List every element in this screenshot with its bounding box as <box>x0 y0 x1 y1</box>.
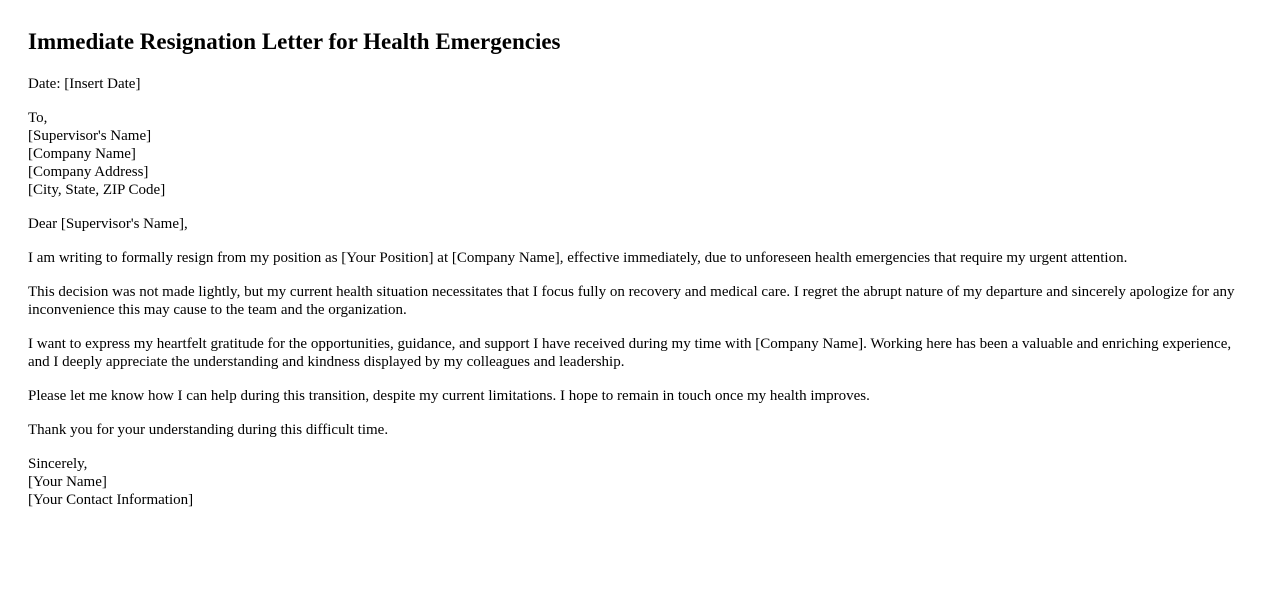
page-title: Immediate Resignation Letter for Health Emergencies <box>28 29 561 54</box>
closing-signoff: Sincerely, <box>28 456 88 472</box>
paragraph-transition: Please let me know how I can help during this transition, despite my current limitations. I hope to remain in touch once my health improves. <box>28 388 870 404</box>
recipient-address-line: [Company Address] <box>28 164 149 180</box>
paragraph-thanks: Thank you for your understanding during this difficult time. <box>28 422 389 438</box>
recipient-supervisor: [Supervisor's Name] <box>28 128 152 144</box>
letter-body <box>28 75 1250 525</box>
recipient-to: To, <box>28 110 48 126</box>
closing-name: [Your Name] <box>28 474 107 490</box>
recipient-address <box>28 109 1250 199</box>
paragraph-decision: This decision was not made lightly, but my current health situation necessitates that I focus fully on recovery and medical care. I regret the abrupt nature of my departure and sincerely apologize for any inconvenience this may cause to the team and the organization. <box>28 284 1235 318</box>
paragraph-resignation: I am writing to formally resign from my position as [Your Position] at [Company Name], effective immediately, due to unforeseen health emergencies that require my urgent attention. <box>28 250 1128 266</box>
closing-contact: [Your Contact Information] <box>28 492 194 508</box>
paragraph-gratitude: I want to express my heartfelt gratitude for the opportunities, guidance, and support I have received during my time with [Company Name]. Working here has been a valuable and enriching experience, and I deeply appreciate the understanding and kindness displayed by my colleagues and leadership. <box>28 336 1232 370</box>
recipient-city: [City, State, ZIP Code] <box>28 182 166 198</box>
salutation: Dear [Supervisor's Name], <box>28 216 188 232</box>
date-line: Date: [Insert Date] <box>28 76 141 92</box>
recipient-company: [Company Name] <box>28 146 136 162</box>
closing-signature <box>28 455 1250 509</box>
